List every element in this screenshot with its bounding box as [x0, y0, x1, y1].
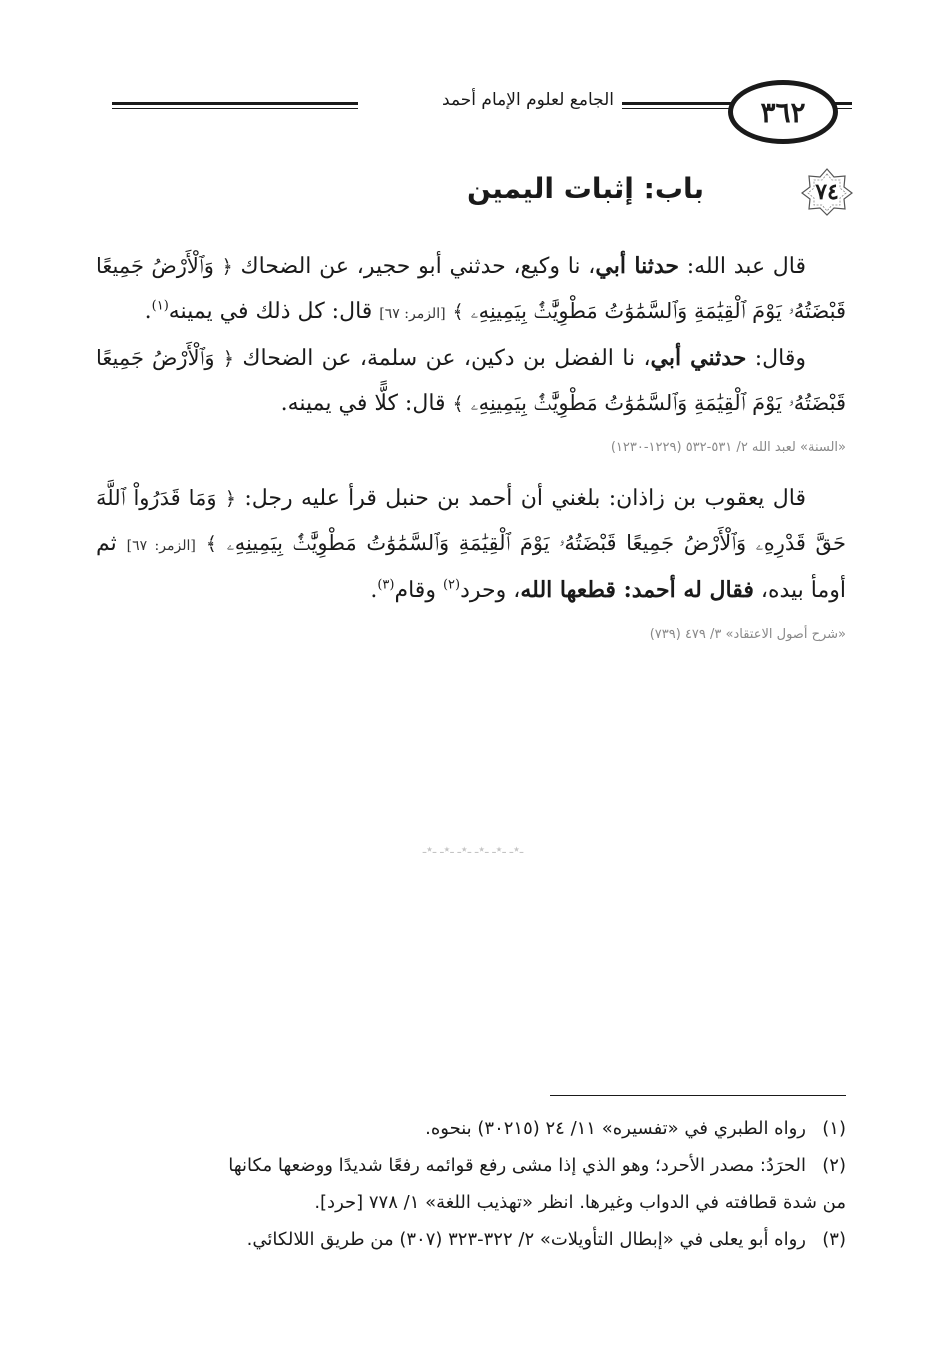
text-run: .	[370, 578, 378, 603]
page-number	[728, 80, 838, 144]
hadith-paragraph	[96, 476, 846, 613]
quran-bracket-close: ﴾	[452, 393, 464, 415]
text-run: ، وحرد	[460, 578, 521, 603]
footnote-number: (١)	[822, 1118, 846, 1139]
text-run: قال: كل ذلك في يمينه	[168, 299, 380, 324]
header-rule	[112, 102, 358, 109]
sura-reference: [الزمر: ٦٧]	[379, 306, 446, 322]
chapter-title: باب: إثبات اليمين	[467, 172, 704, 205]
source-citation: «شرح أصول الاعتقاد» ٣/ ٤٧٩ (٧٣٩)	[649, 627, 846, 642]
quran-verse: وَٱلْأَرْضُ جَمِيعًا قَبْضَتُهُۥ يَوْمَ ٱلْقِيَٰمَةِ وَٱلسَّمَٰوَٰتُ مَطْوِيَّٰتٌۢ بِيَمِينِهِۦ	[96, 346, 846, 415]
hadith-paragraph	[96, 244, 846, 336]
footnote-continuation: من شدة قطافته في الدواب وغيرها. انظر «تهذيب اللغة» ١/ ٧٧٨ [حرد].	[314, 1192, 846, 1213]
chapter-heading	[90, 168, 854, 218]
footnote-text: رواه أبو يعلى في «إبطال التأويلات» ٢/ ٣٢٢-٣٢٣ (٣٠٧) من طريق اللالكائي.	[246, 1229, 806, 1250]
source-citation: «السنة» لعبد الله ٢/ ٥٣١-٥٣٢ (١٢٢٩-١٢٣٠)	[610, 440, 846, 455]
hadith-paragraph	[96, 336, 846, 426]
text-run: ، نا وكيع، حدثني أبو حجير، عن الضحاك	[232, 254, 596, 279]
footnote	[96, 1147, 846, 1184]
footnote	[96, 1221, 846, 1258]
footnote-marker[interactable]: (٢)	[442, 577, 461, 593]
text-run: قال يعقوب بن زاذان: بلغني أن أحمد بن حنبل قرأ عليه رجل:	[235, 486, 806, 511]
quran-bracket-open: ﴿	[224, 488, 236, 510]
quran-bracket-open: ﴿	[221, 256, 233, 278]
quran-bracket-close: ﴾	[205, 533, 217, 555]
sura-reference: [الزمر: ٦٧]	[126, 538, 196, 554]
chapter-number-badge	[800, 168, 854, 216]
footnotes	[96, 1110, 846, 1258]
footnote-number: (٢)	[822, 1155, 846, 1176]
footnote-separator	[550, 1095, 846, 1096]
isnad-bold: حدثني أبي	[650, 345, 747, 371]
main-text	[96, 244, 846, 663]
footnote-marker[interactable]: (٣)	[377, 577, 395, 593]
ahmad-saying-bold: فقال له أحمد: قطعها الله	[520, 577, 754, 603]
text-run: وقام	[394, 578, 443, 603]
text-run: ثم أومأ بيده،	[96, 531, 846, 603]
section-divider-ornament: ـ٭ـ ـ٭ـ ـ٭ـ ـ٭ـ ـ٭ـ ـ٭ـ	[422, 842, 524, 856]
text-run: قال: كلًّا في يمينه.	[280, 391, 453, 416]
footnote	[96, 1110, 846, 1147]
quran-bracket-close: ﴾	[452, 301, 464, 323]
quran-verse: وَٱلْأَرْضُ جَمِيعًا قَبْضَتُهُۥ يَوْمَ ٱلْقِيَٰمَةِ وَٱلسَّمَٰوَٰتُ مَطْوِيَّٰتٌۢ بِيَمِينِهِۦ	[96, 254, 846, 323]
quran-verse: وَمَا قَدَرُواْ ٱللَّهَ حَقَّ قَدْرِهِۦ وَٱلْأَرْضُ جَمِيعًا قَبْضَتُهُۥ يَوْمَ ٱلْقِيَٰمَةِ وَٱلسَّمَٰوَٰتُ مَطْوِيَّٰتٌۢ بِيَمِينِهِۦ	[96, 486, 847, 555]
running-header	[112, 72, 852, 142]
running-title: الجامع لعلوم الإمام أحمد	[442, 90, 614, 110]
quran-bracket-open: ﴿	[222, 348, 235, 370]
footnote-text: رواه الطبري في «تفسيره» ١١/ ٢٤ (٣٠٢١٥) بنحوه.	[425, 1118, 806, 1139]
isnad-bold: حدثنا أبي	[595, 253, 679, 279]
text-run: .	[144, 299, 152, 324]
page-number-text: ٣٦٢	[760, 95, 806, 129]
footnote-marker[interactable]: (١)	[151, 298, 169, 314]
footnote-text: الحرَدُ: مصدر الأحرد؛ وهو الذي إذا مشى رفع قوائمه رفعًا شديدًا ووضعها مكانها	[228, 1155, 806, 1176]
text-run: ، نا الفضل بن دكين، عن سلمة، عن الضحاك	[234, 346, 651, 371]
text-run: قال عبد الله:	[678, 254, 807, 279]
header-rule	[622, 102, 734, 109]
text-run: وقال:	[746, 346, 807, 371]
chapter-number: ٧٤	[815, 179, 839, 205]
footnote-number: (٣)	[822, 1229, 846, 1250]
